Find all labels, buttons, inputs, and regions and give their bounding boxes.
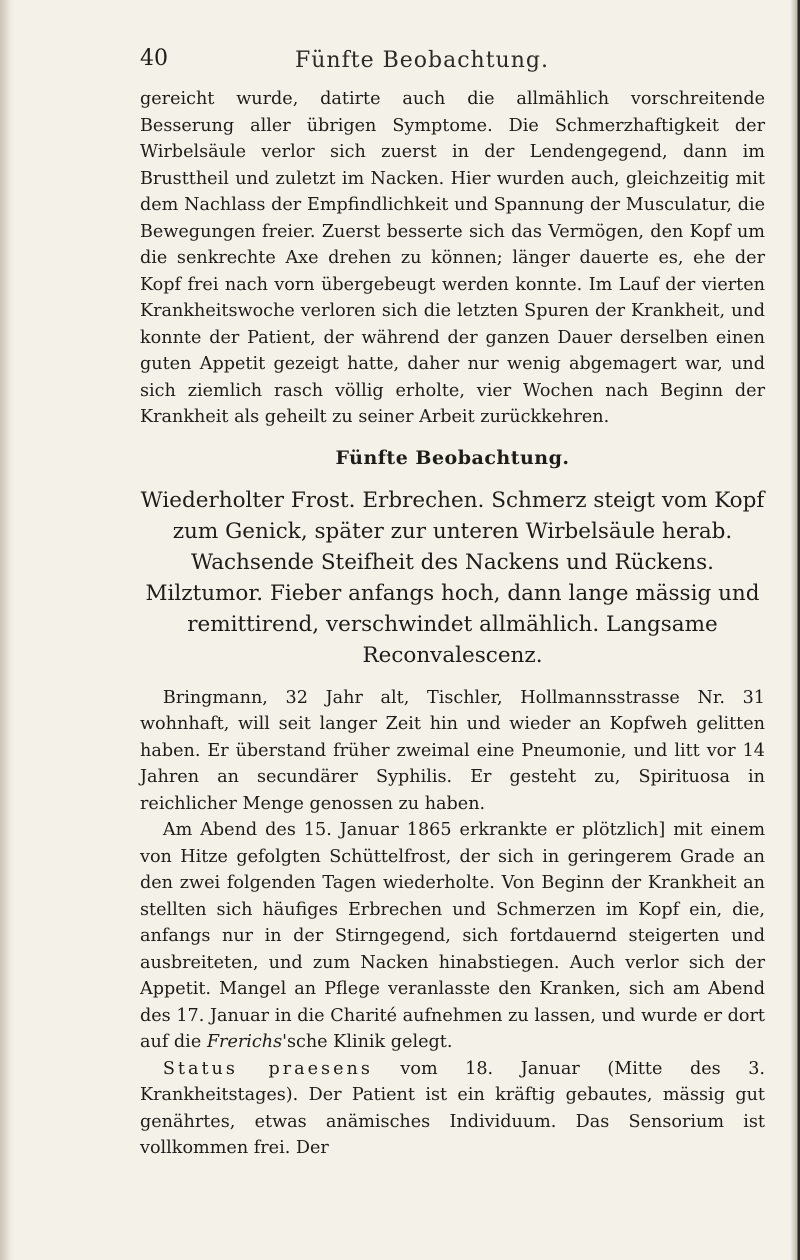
page-edge (790, 0, 800, 1260)
case-summary: Wiederholter Frost. Erbrechen. Schmerz steigt vom Kopf zum Genick, später zur unteren Wirbelsäule herab. Wachsende Steifheit des Nackens und Rückens. Milztumor. Fieber anfangs hoch, dann lange mässig und remittirend, verschwindet allmählich. Langsame Reconvalescenz. (140, 487, 765, 668)
page-header (140, 46, 765, 86)
status-text: vom 18. Januar (Mitte des 3. Krankheitstages). Der Patient ist ein kräftig gebautes, mässig gut genährtes, etwas anämisches Individuum. Das Sensorium ist vollkommen frei. Der (140, 1058, 766, 1158)
continuation-paragraph: gereicht wurde, datirte auch die allmählich vorschreitende Besserung aller übrigen Symptome. Die Schmerzhaftigkeit der Wirbelsäule verlor sich zuerst in der Lendengegend, dann im Brusttheil und zuletzt im Nacken. Hier wurden auch, gleichzeitig mit dem Nachlass der Empfindlichkeit und Spannung der Musculatur, die Bewegungen freier. Zuerst besserte sich das Vermögen, den Kopf um die senkrechte Axe drehen zu können; länger dauerte es, ehe der Kopf frei nach vorn übergebeugt werden konnte. Im Lauf der vierten Krankheitswoche verloren sich die letzten Spuren der Krankheit, und konnte der Patient, der während der ganzen Dauer derselben einen guten Appetit gezeigt hatte, daher nur wenig abgemagert war, und sich ziemlich rasch völlig erholte, vier Wochen nach Beginn der Krankheit als geheilt zu seiner Arbeit zurückkehren. (140, 89, 765, 427)
page-number: 40 (140, 46, 168, 71)
status-praesens-label: Status praesens (162, 1058, 373, 1079)
section-title: Fünfte Beobachtung. (335, 446, 570, 469)
clinic-name-italic: Frerichs' (206, 1032, 287, 1052)
onset-text: Am Abend des 15. Januar 1865 erkrankte er plötzlich] mit einem von Hitze gefolgten Schüttelfrost, der sich in geringerem Grade an den zwei folgenden Tagen wiederholte. Von Beginn der Krankheit an stellten sich häufiges Erbrechen und Schmerzen im Kopf ein, die, anfangs nur in der Stirngegend, sich fortdauernd steigerten und ausbreiteten, und zum Nacken hinabstiegen. Auch verlor sich der Appetit. Mangel an Pflege veranlasste den Kranken, sich am Abend des 17. Januar in die Charité aufnehmen zu lassen, und wurde er dort auf die (140, 820, 765, 1052)
book-gutter-shadow (0, 0, 14, 1260)
running-title: Fünfte Beobachtung. (295, 48, 549, 73)
paragraph-status (140, 1056, 765, 1162)
paragraph-onset (140, 817, 765, 1056)
book-page (140, 46, 765, 1162)
onset-text-end: sche Klinik gelegt. (286, 1032, 453, 1052)
paragraph-anamnesis: Bringmann, 32 Jahr alt, Tischler, Hollmannsstrasse Nr. 31 wohnhaft, will seit langer Zeit hin und wieder an Kopfweh gelitten haben. Er überstand früher zweimal eine Pneumonie, und litt vor 14 Jahren an secundärer Syphilis. Er gesteht zu, Spirituosa in reichlicher Menge genossen zu haben. (140, 687, 765, 814)
